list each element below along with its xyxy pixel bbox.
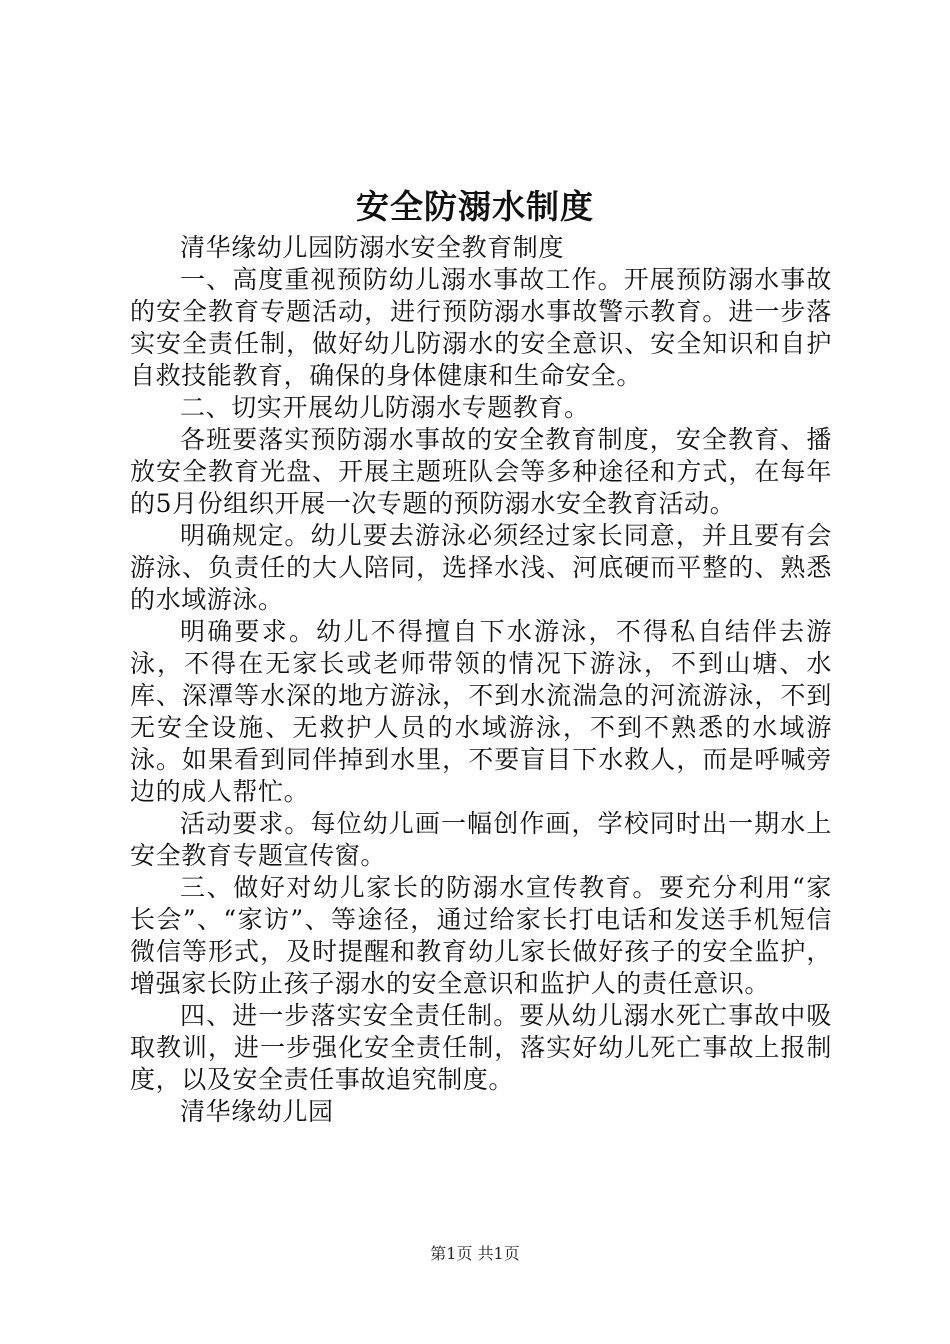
paragraph-activity-requirements: 活动要求。每位幼儿画一幅创作画，学校同时出一期水上安全教育专题宣传窗。 bbox=[130, 809, 832, 870]
page-number-footer: 第1页 共1页 bbox=[430, 1244, 520, 1263]
paragraph-clear-requirements: 明确要求。幼儿不得擅自下水游泳，不得私自结伴去游泳，不得在无家长或老师带领的情况下游泳，不到山塘、水库、深潭等水深的地方游泳，不到水流湍急的河流游泳，不到无安全设施、无救护人员的水域游泳，不到不熟悉的水域游泳。如果看到同伴掉到水里，不要盲目下水救人，而是呼喊旁边的成人帮忙。 bbox=[130, 617, 832, 806]
paragraph-clear-rules: 明确规定。幼儿要去游泳必须经过家长同意，并且要有会游泳、负责任的大人陪同，选择水浅、河底硬而平整的、熟悉的水域游泳。 bbox=[130, 521, 832, 614]
document-title: 安全防溺水制度 bbox=[356, 187, 594, 226]
paragraph-class-education: 各班要落实预防溺水事故的安全教育制度，安全教育、播放安全教育光盘、开展主题班队会等多种途径和方式，在每年的5月份组织开展一次专题的预防溺水安全教育活动。 bbox=[130, 425, 832, 518]
paragraph-heading: 清华缘幼儿园防溺水安全教育制度 bbox=[180, 233, 565, 262]
paragraph-signature: 清华缘幼儿园 bbox=[180, 1097, 334, 1126]
paragraph-section-4: 四、进一步落实安全责任制。要从幼儿溺水死亡事故中吸取教训，进一步强化安全责任制，落实好幼儿死亡事故上报制度，以及安全责任事故追究制度。 bbox=[130, 1001, 832, 1094]
document-body bbox=[130, 232, 832, 1128]
paragraph-section-1: 一、高度重视预防幼儿溺水事故工作。开展预防溺水事故的安全教育专题活动，进行预防溺水事故警示教育。进一步落实安全责任制，做好幼儿防溺水的安全意识、安全知识和自护自救技能教育，确保的身体健康和生命安全。 bbox=[130, 265, 832, 390]
paragraph-section-3: 三、做好对幼儿家长的防溺水宣传教育。要充分利用“家长会”、“家访”、等途径，通过给家长打电话和发送手机短信微信等形式，及时提醒和教育幼儿家长做好孩子的安全监护，增强家长防止孩子溺水的安全意识和监护人的责任意识。 bbox=[130, 873, 832, 998]
paragraph-section-2: 二、切实开展幼儿防溺水专题教育。 bbox=[180, 393, 590, 422]
